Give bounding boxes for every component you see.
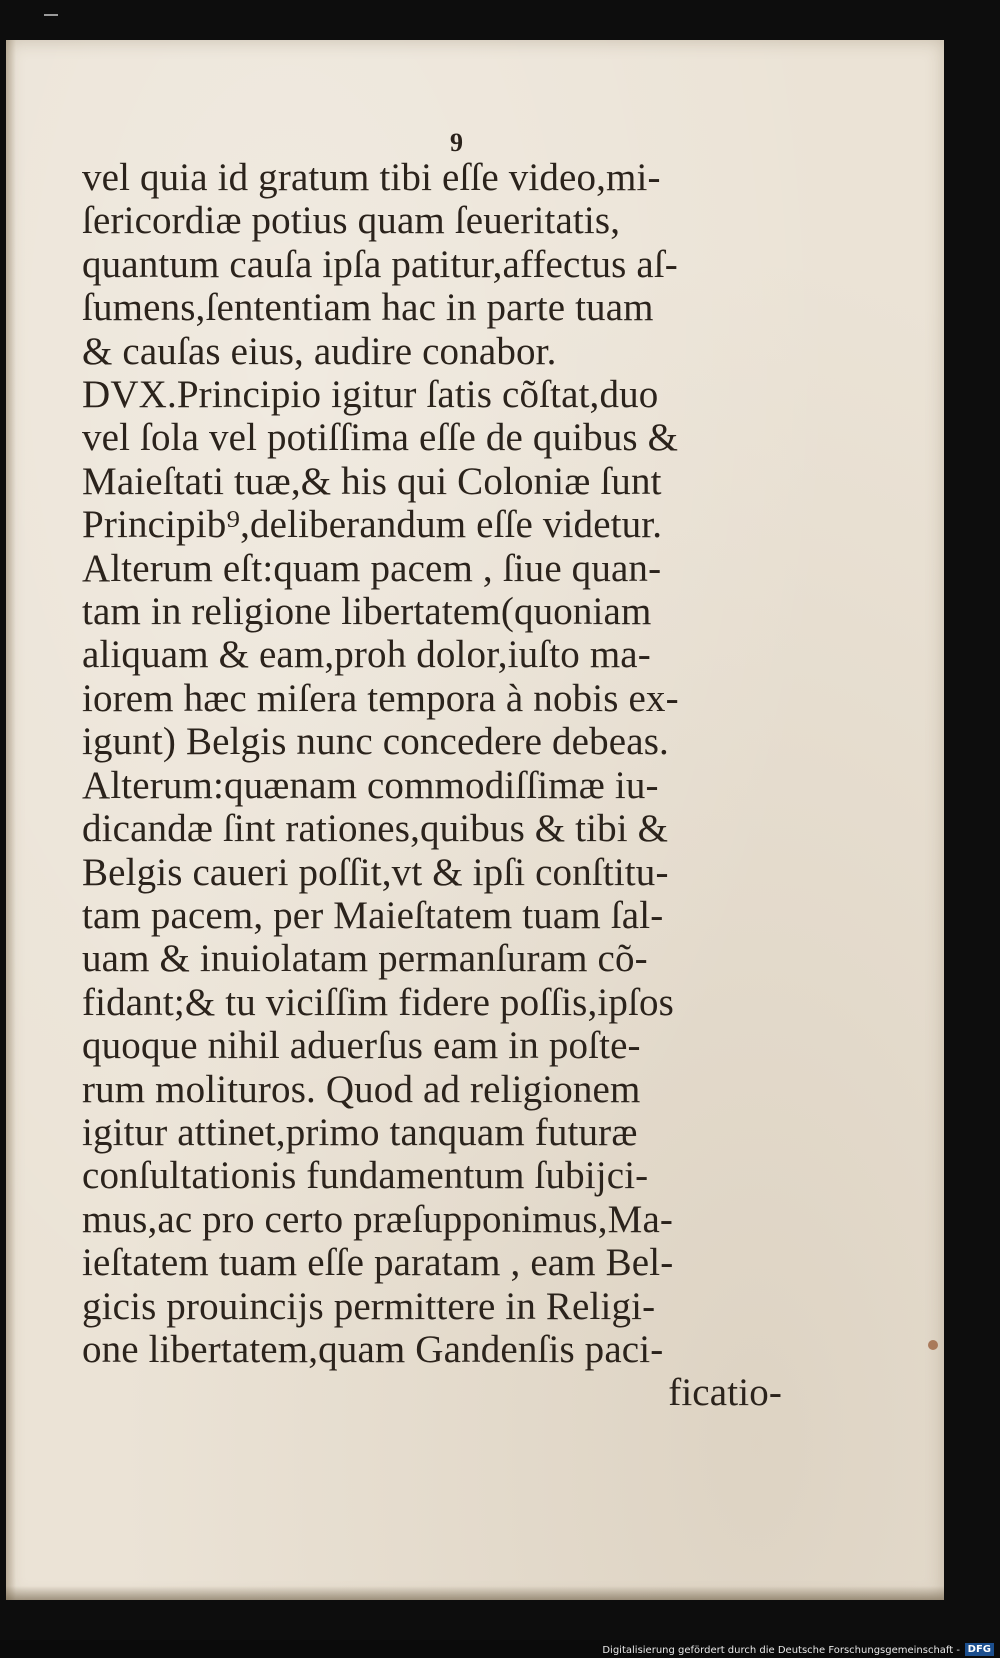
text-line: Belgis caueri poſſit,vt & ipſi conſtitu- <box>82 850 669 894</box>
corner-mark <box>44 14 58 16</box>
text-line: tam in religione libertatem(quoniam <box>82 590 652 634</box>
text-line: ſumens,ſententiam hac in parte tuam <box>82 286 654 330</box>
text-line: & cauſas eius, audire conabor. <box>82 329 557 373</box>
funding-credit: Digitalisierung gefördert durch die Deutsche Forschungsgemeinschaft - <box>602 1645 960 1656</box>
page-edge-shadow <box>6 40 16 1600</box>
text-line: ieſtatem tuam eſſe paratam , eam Bel- <box>82 1241 674 1285</box>
text-line: fidant;& tu viciſſim fidere poſſis,ipſos <box>82 980 675 1024</box>
text-line: Alterum:quænam commodiſſimæ iu- <box>82 763 659 807</box>
text-line: conſultationis fundamentum ſubijci- <box>82 1154 649 1198</box>
text-line: iorem hæc miſera tempora à nobis ex- <box>82 676 679 720</box>
text-line: igitur attinet,primo tanquam futuræ <box>82 1110 638 1154</box>
text-line: vel ſola vel potiſſima eſſe de quibus & <box>82 416 679 460</box>
page-bottom-edge <box>6 1586 944 1600</box>
text-line: vel quia id gratum tibi eſſe video,mi- <box>82 156 661 199</box>
dfg-logo: DFG <box>965 1643 994 1656</box>
text-line: one libertatem,quam Gandenſis paci- <box>82 1327 664 1371</box>
text-line: tam pacem, per Maieſtatem tuam ſal- <box>82 893 664 937</box>
text-line: mus,ac pro certo præſupponimus,Ma- <box>82 1197 674 1241</box>
text-line: ſericordiæ potius quam ſeueritatis, <box>82 199 621 243</box>
footer-bar <box>0 1640 1000 1658</box>
ink-spot <box>928 1340 938 1350</box>
text-line: Principib⁹,deliberandum eſſe videtur. <box>82 503 663 547</box>
text-line: DVX.Principio igitur ſatis cõſtat,duo <box>82 373 659 417</box>
book-page <box>6 40 944 1600</box>
text-block <box>82 156 782 1415</box>
catchword: ficatio- <box>668 1371 782 1415</box>
text-line: aliquam & eam,proh dolor,iuſto ma- <box>82 633 651 677</box>
text-line: quoque nihil aduerſus eam in poſte- <box>82 1024 641 1068</box>
text-line: uam & inuiolatam permanſuram cõ- <box>82 937 648 981</box>
page-number: 9 <box>450 128 463 157</box>
text-line: rum molituros. Quod ad religionem <box>82 1067 641 1111</box>
text-line: dicandæ ſint rationes,quibus & tibi & <box>82 807 669 851</box>
text-line: Alterum eſt:quam pacem , ſiue quan- <box>82 546 662 590</box>
text-line: Maieſtati tuæ,& his qui Coloniæ ſunt <box>82 459 662 503</box>
text-line: igunt) Belgis nunc concedere debeas. <box>82 720 669 764</box>
text-line: quantum cauſa ipſa patitur,affectus aſ- <box>82 242 678 286</box>
text-line: gicis prouincijs permittere in Religi- <box>82 1284 656 1328</box>
